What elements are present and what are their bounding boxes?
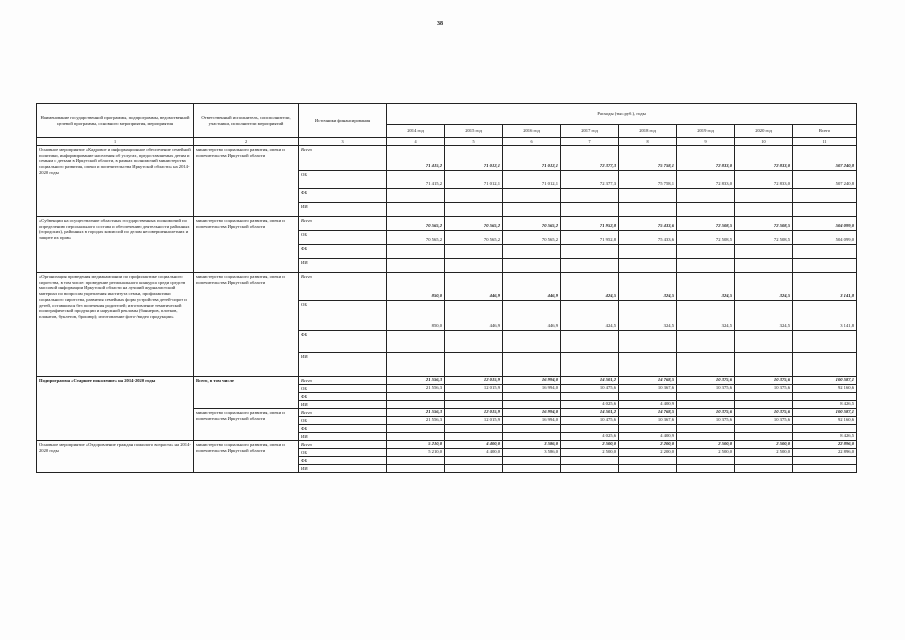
value-cell bbox=[503, 425, 561, 433]
value-cell bbox=[677, 259, 735, 273]
value-cell bbox=[503, 401, 561, 409]
value-cell bbox=[561, 189, 619, 203]
value-cell: 504 099,0 bbox=[793, 217, 857, 231]
executor-name: Всего, в том числе bbox=[194, 377, 299, 409]
value-cell: 324,5 bbox=[735, 273, 793, 301]
column-index: 5 bbox=[445, 138, 503, 146]
value-cell bbox=[503, 457, 561, 465]
value-cell: 71 012,1 bbox=[503, 146, 561, 171]
value-cell: 71 415,2 bbox=[387, 171, 445, 189]
funding-source: ФБ bbox=[299, 393, 387, 401]
value-cell: 324,5 bbox=[677, 273, 735, 301]
value-cell bbox=[445, 203, 503, 217]
column-index: 2 bbox=[194, 138, 299, 146]
value-cell bbox=[503, 245, 561, 259]
table-body bbox=[37, 146, 857, 473]
value-cell bbox=[677, 425, 735, 433]
value-cell bbox=[677, 457, 735, 465]
value-cell: 75 433,6 bbox=[619, 217, 677, 231]
value-cell bbox=[561, 259, 619, 273]
header-expenses-column: Расходы (тыс.руб.), годы bbox=[387, 104, 857, 125]
value-cell: 10 375,6 bbox=[735, 409, 793, 417]
column-index: 3 bbox=[299, 138, 387, 146]
value-cell bbox=[619, 393, 677, 401]
value-cell: 446,9 bbox=[503, 301, 561, 331]
value-cell bbox=[735, 433, 793, 441]
value-cell bbox=[387, 203, 445, 217]
value-cell: 71 415,2 bbox=[387, 146, 445, 171]
value-cell: 14 501,2 bbox=[561, 409, 619, 417]
column-index: 10 bbox=[735, 138, 793, 146]
value-cell bbox=[793, 203, 857, 217]
executor-name: министерство социального развития, опеки и попечительства Иркутской области bbox=[194, 146, 299, 217]
value-cell bbox=[445, 401, 503, 409]
value-cell: 70 565,2 bbox=[503, 231, 561, 245]
value-cell: 2 500,0 bbox=[677, 441, 735, 449]
value-cell bbox=[561, 203, 619, 217]
value-cell bbox=[445, 433, 503, 441]
value-cell: 92 160,6 bbox=[793, 417, 857, 425]
value-cell bbox=[735, 457, 793, 465]
value-cell: 8 426,5 bbox=[793, 401, 857, 409]
value-cell: 12 015,9 bbox=[445, 385, 503, 393]
value-cell bbox=[561, 245, 619, 259]
value-cell bbox=[619, 353, 677, 377]
value-cell bbox=[445, 457, 503, 465]
value-cell: 850,0 bbox=[387, 273, 445, 301]
value-cell: 3 141,8 bbox=[793, 301, 857, 331]
value-cell bbox=[793, 393, 857, 401]
value-cell: 324,5 bbox=[735, 301, 793, 331]
value-cell: 3 586,0 bbox=[503, 441, 561, 449]
value-cell: 12 015,9 bbox=[445, 377, 503, 385]
value-cell: 10 475,6 bbox=[561, 385, 619, 393]
table-row bbox=[37, 377, 857, 385]
value-cell bbox=[387, 393, 445, 401]
funding-source: Всего bbox=[299, 441, 387, 449]
value-cell: 446,9 bbox=[503, 273, 561, 301]
value-cell: 12 015,9 bbox=[445, 417, 503, 425]
value-cell bbox=[561, 331, 619, 353]
value-cell: 71 012,1 bbox=[503, 171, 561, 189]
column-index: 4 bbox=[387, 138, 445, 146]
value-cell bbox=[503, 393, 561, 401]
value-cell: 72 508,5 bbox=[677, 231, 735, 245]
value-cell bbox=[735, 425, 793, 433]
value-cell bbox=[677, 393, 735, 401]
value-cell bbox=[561, 457, 619, 465]
value-cell: 424,5 bbox=[561, 273, 619, 301]
column-index: 6 bbox=[503, 138, 561, 146]
value-cell: 72 508,5 bbox=[735, 217, 793, 231]
funding-source: ФБ bbox=[299, 425, 387, 433]
funding-source: Всего bbox=[299, 273, 387, 301]
value-cell bbox=[677, 189, 735, 203]
value-cell: 75 758,1 bbox=[619, 146, 677, 171]
value-cell bbox=[561, 353, 619, 377]
value-cell: 70 565,2 bbox=[445, 217, 503, 231]
value-cell: 14 768,5 bbox=[619, 409, 677, 417]
value-cell: 2 200,0 bbox=[619, 449, 677, 457]
funding-source: ОБ bbox=[299, 449, 387, 457]
header-year: 2017 год bbox=[561, 125, 619, 138]
value-cell: 4 400,9 bbox=[619, 433, 677, 441]
header-year: 2015 год bbox=[445, 125, 503, 138]
header-source-column: Источники финансирования bbox=[299, 104, 387, 138]
value-cell: 5 210,0 bbox=[387, 441, 445, 449]
activity-name: «Организация проведения медиакампании по профилактике социального сиротства, в том числе: проведение регионального конкурса среди средств массовой информации Иркутской области на лучший журналистский материал по вопросам укрепления института семьи, профилактики социального сиротства, развития семейных форм устройства детей-сирот и детей, оставшихся без попечения родителей; изготовление тематической полиграфической продукции и наружной рекламы (баннеров, плотков, плакатов, буклетов, брошюр); изготовление фото-/видео продукции» bbox=[37, 273, 194, 377]
value-cell bbox=[677, 465, 735, 473]
value-cell bbox=[387, 353, 445, 377]
value-cell bbox=[793, 259, 857, 273]
value-cell: 70 565,2 bbox=[387, 231, 445, 245]
value-cell: 324,5 bbox=[619, 273, 677, 301]
value-cell: 92 160,6 bbox=[793, 385, 857, 393]
value-cell bbox=[619, 203, 677, 217]
value-cell: 72 833,0 bbox=[735, 171, 793, 189]
column-index: 1 bbox=[37, 138, 194, 146]
table-row bbox=[37, 146, 857, 171]
column-index: 9 bbox=[677, 138, 735, 146]
value-cell: 70 565,2 bbox=[445, 231, 503, 245]
funding-source: ИИ bbox=[299, 433, 387, 441]
column-index: 11 bbox=[793, 138, 857, 146]
value-cell bbox=[387, 465, 445, 473]
value-cell bbox=[619, 245, 677, 259]
value-cell bbox=[387, 259, 445, 273]
value-cell: 507 240,8 bbox=[793, 171, 857, 189]
value-cell bbox=[793, 189, 857, 203]
value-cell: 72 508,5 bbox=[735, 231, 793, 245]
value-cell bbox=[735, 259, 793, 273]
funding-source: ОБ bbox=[299, 171, 387, 189]
header-executor-column: Ответственный исполнитель, соисполнители, участники, исполнители мероприятий bbox=[194, 104, 299, 138]
value-cell bbox=[503, 259, 561, 273]
value-cell bbox=[619, 189, 677, 203]
value-cell bbox=[387, 331, 445, 353]
value-cell: 10 367,6 bbox=[619, 385, 677, 393]
value-cell bbox=[735, 465, 793, 473]
value-cell bbox=[735, 353, 793, 377]
value-cell: 14 768,5 bbox=[619, 377, 677, 385]
subprogram-name: Подпрограмма «Старшее поколение» на 2014-2020 годы bbox=[37, 377, 194, 441]
funding-source: ОБ bbox=[299, 385, 387, 393]
value-cell: 2 200,0 bbox=[619, 441, 677, 449]
value-cell bbox=[387, 433, 445, 441]
value-cell: 2 500,0 bbox=[735, 441, 793, 449]
value-cell: 72 833,0 bbox=[735, 146, 793, 171]
value-cell: 446,9 bbox=[445, 273, 503, 301]
funding-source: ФБ bbox=[299, 189, 387, 203]
value-cell: 100 587,1 bbox=[793, 409, 857, 417]
table-row bbox=[37, 217, 857, 231]
value-cell bbox=[503, 203, 561, 217]
value-cell bbox=[619, 425, 677, 433]
value-cell: 71 012,1 bbox=[445, 146, 503, 171]
page-number: 38 bbox=[437, 21, 443, 27]
value-cell: 21 556,3 bbox=[387, 377, 445, 385]
value-cell: 4 400,0 bbox=[445, 441, 503, 449]
executor-name: министерство социального развития, опеки и попечительства Иркутской области bbox=[194, 273, 299, 377]
header-year: 2019 год bbox=[677, 125, 735, 138]
value-cell: 21 556,3 bbox=[387, 417, 445, 425]
value-cell: 2 500,0 bbox=[735, 449, 793, 457]
value-cell bbox=[735, 393, 793, 401]
value-cell bbox=[793, 457, 857, 465]
value-cell: 72 508,5 bbox=[677, 217, 735, 231]
value-cell bbox=[387, 245, 445, 259]
value-cell: 71 012,1 bbox=[445, 171, 503, 189]
value-cell bbox=[735, 245, 793, 259]
value-cell: 21 556,3 bbox=[387, 385, 445, 393]
value-cell: 10 375,6 bbox=[677, 409, 735, 417]
value-cell: 10 475,6 bbox=[561, 417, 619, 425]
value-cell bbox=[503, 331, 561, 353]
value-cell: 8 426,5 bbox=[793, 433, 857, 441]
header-year: 2018 год bbox=[619, 125, 677, 138]
funding-source: ИИ bbox=[299, 259, 387, 273]
column-index: 8 bbox=[619, 138, 677, 146]
column-index: 7 bbox=[561, 138, 619, 146]
funding-source: ОБ bbox=[299, 231, 387, 245]
value-cell: 100 587,1 bbox=[793, 377, 857, 385]
value-cell: 21 556,3 bbox=[387, 409, 445, 417]
value-cell bbox=[793, 425, 857, 433]
header-year: 2014 год bbox=[387, 125, 445, 138]
value-cell: 22 896,0 bbox=[793, 449, 857, 457]
value-cell: 16 994,0 bbox=[503, 385, 561, 393]
value-cell: 72 377,3 bbox=[561, 171, 619, 189]
value-cell: 507 240,8 bbox=[793, 146, 857, 171]
header-name-column: Наименование государственной программы, подпрограммы, ведомственной целевой программы, основного мероприятия, мероприятия bbox=[37, 104, 194, 138]
value-cell: 424,5 bbox=[561, 301, 619, 331]
budget-table bbox=[36, 103, 857, 473]
value-cell: 72 833,0 bbox=[677, 171, 735, 189]
value-cell bbox=[619, 457, 677, 465]
value-cell bbox=[503, 465, 561, 473]
value-cell: 71 952,8 bbox=[561, 217, 619, 231]
value-cell: 16 994,0 bbox=[503, 409, 561, 417]
value-cell: 4 025,6 bbox=[561, 433, 619, 441]
value-cell: 16 994,0 bbox=[503, 417, 561, 425]
funding-source: ФБ bbox=[299, 331, 387, 353]
activity-name: «Субвенции на осуществление областных государственных полномочий по определению персонального состава и обеспечению деятельности районных (городских), районных в городах комиссий по делам несовершеннолетних и защите их прав» bbox=[37, 217, 194, 273]
value-cell bbox=[735, 401, 793, 409]
value-cell: 14 501,2 bbox=[561, 377, 619, 385]
value-cell: 5 210,0 bbox=[387, 449, 445, 457]
value-cell: 10 375,6 bbox=[677, 385, 735, 393]
value-cell bbox=[735, 331, 793, 353]
value-cell bbox=[677, 353, 735, 377]
funding-source: ФБ bbox=[299, 245, 387, 259]
table-row bbox=[37, 273, 857, 301]
value-cell bbox=[445, 245, 503, 259]
value-cell: 10 375,6 bbox=[735, 417, 793, 425]
value-cell: 10 375,6 bbox=[735, 385, 793, 393]
value-cell: 71 952,8 bbox=[561, 231, 619, 245]
value-cell: 504 099,0 bbox=[793, 231, 857, 245]
value-cell bbox=[735, 189, 793, 203]
value-cell: 4 400,0 bbox=[445, 449, 503, 457]
value-cell bbox=[619, 259, 677, 273]
funding-source: Всего bbox=[299, 409, 387, 417]
funding-source: Всего bbox=[299, 217, 387, 231]
executor-name: министерство социального развития, опеки и попечительства Иркутской области bbox=[194, 441, 299, 473]
value-cell bbox=[561, 393, 619, 401]
value-cell bbox=[677, 331, 735, 353]
value-cell bbox=[619, 331, 677, 353]
executor-name: министерство социального развития, опеки и попечительства Иркутской области bbox=[194, 409, 299, 441]
table-row bbox=[37, 441, 857, 449]
value-cell: 2 500,0 bbox=[561, 441, 619, 449]
value-cell: 850,0 bbox=[387, 301, 445, 331]
header-year: 2016 год bbox=[503, 125, 561, 138]
value-cell bbox=[445, 353, 503, 377]
value-cell bbox=[677, 401, 735, 409]
value-cell: 3 141,8 bbox=[793, 273, 857, 301]
funding-source: ФБ bbox=[299, 457, 387, 465]
funding-source: Всего bbox=[299, 377, 387, 385]
value-cell bbox=[677, 203, 735, 217]
value-cell bbox=[445, 393, 503, 401]
value-cell: 446,9 bbox=[445, 301, 503, 331]
value-cell bbox=[445, 331, 503, 353]
value-cell: 22 896,0 bbox=[793, 441, 857, 449]
value-cell bbox=[677, 245, 735, 259]
activity-name: Основное мероприятие «Кадровое и информационное обеспечение семейной политики, информирование населения об услугах, предоставляемых детям и семьям с детьми в Иркутской области, в рамках полномочий министерства социального развития, опеки и попечительства Иркутской области» на 2014-2020 годы bbox=[37, 146, 194, 217]
value-cell bbox=[561, 425, 619, 433]
value-cell bbox=[793, 331, 857, 353]
value-cell: 3 586,0 bbox=[503, 449, 561, 457]
value-cell: 70 565,2 bbox=[503, 217, 561, 231]
value-cell: 10 375,6 bbox=[677, 377, 735, 385]
value-cell bbox=[503, 353, 561, 377]
value-cell: 72 377,3 bbox=[561, 146, 619, 171]
value-cell bbox=[503, 189, 561, 203]
value-cell: 72 833,0 bbox=[677, 146, 735, 171]
value-cell bbox=[445, 465, 503, 473]
value-cell bbox=[793, 353, 857, 377]
value-cell: 12 015,9 bbox=[445, 409, 503, 417]
value-cell: 324,5 bbox=[619, 301, 677, 331]
activity-name: Основное мероприятие «Оздоровление граждан пожилого возраста» на 2014-2020 годы bbox=[37, 441, 194, 473]
value-cell bbox=[387, 401, 445, 409]
value-cell bbox=[677, 433, 735, 441]
value-cell bbox=[503, 433, 561, 441]
funding-source: ИИ bbox=[299, 401, 387, 409]
value-cell bbox=[445, 259, 503, 273]
value-cell: 10 375,6 bbox=[735, 377, 793, 385]
value-cell bbox=[735, 203, 793, 217]
funding-source: ОБ bbox=[299, 301, 387, 331]
value-cell bbox=[619, 465, 677, 473]
value-cell: 75 433,6 bbox=[619, 231, 677, 245]
value-cell: 16 994,0 bbox=[503, 377, 561, 385]
value-cell bbox=[387, 425, 445, 433]
value-cell bbox=[793, 245, 857, 259]
value-cell: 2 500,0 bbox=[677, 449, 735, 457]
value-cell: 75 758,1 bbox=[619, 171, 677, 189]
value-cell: 4 025,6 bbox=[561, 401, 619, 409]
value-cell: 10 375,6 bbox=[677, 417, 735, 425]
funding-source: ИИ bbox=[299, 465, 387, 473]
value-cell bbox=[445, 189, 503, 203]
value-cell bbox=[387, 457, 445, 465]
funding-source: ОБ bbox=[299, 417, 387, 425]
value-cell: 70 565,2 bbox=[387, 217, 445, 231]
value-cell: 4 400,9 bbox=[619, 401, 677, 409]
executor-name: министерство социального развития, опеки и попечительства Иркутской области bbox=[194, 217, 299, 273]
value-cell bbox=[445, 425, 503, 433]
value-cell: 2 500,0 bbox=[561, 449, 619, 457]
value-cell bbox=[561, 465, 619, 473]
funding-source: ИИ bbox=[299, 353, 387, 377]
funding-source: Всего bbox=[299, 146, 387, 171]
value-cell: 324,5 bbox=[677, 301, 735, 331]
value-cell bbox=[793, 465, 857, 473]
header-total: Всего bbox=[793, 125, 857, 138]
value-cell bbox=[387, 189, 445, 203]
value-cell: 10 367,6 bbox=[619, 417, 677, 425]
funding-source: ИИ bbox=[299, 203, 387, 217]
header-year: 2020 год bbox=[735, 125, 793, 138]
